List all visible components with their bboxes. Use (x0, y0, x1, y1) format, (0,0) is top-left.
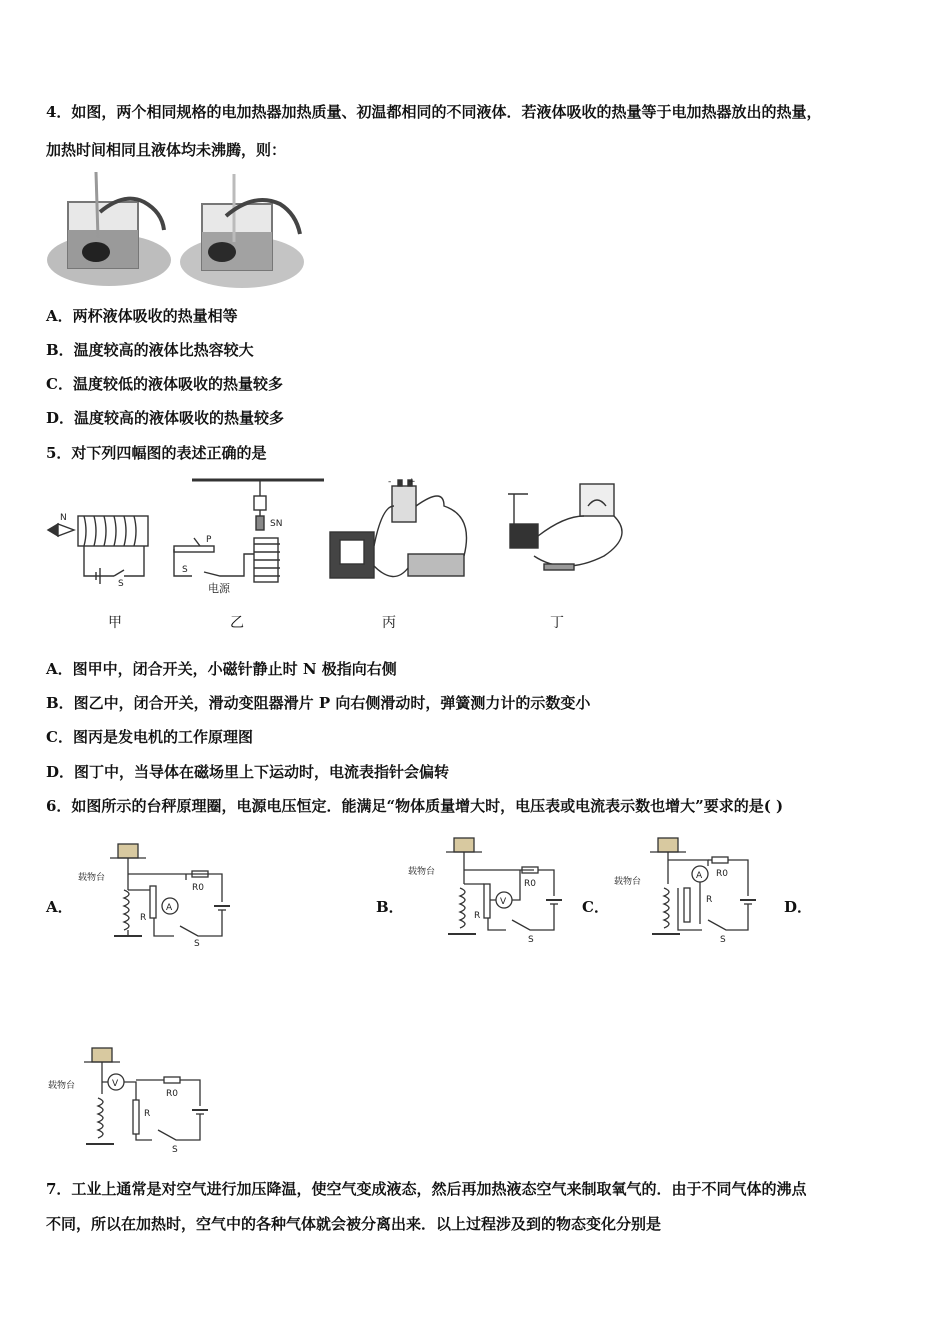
q4-option-b: B．温度较高的液体比热容较大 (46, 341, 254, 359)
q5-stem: 5．对下列四幅图的表述正确的是 (46, 444, 267, 462)
circuit-d-r0: R0 (166, 1089, 178, 1099)
q6-circuit-a (76, 840, 246, 950)
circuit-c-platform: 载物台 (614, 877, 642, 887)
circuit-c-s: S (720, 935, 726, 944)
q6-option-b-label: B． (376, 898, 404, 916)
figure-yi (174, 480, 324, 582)
circuit-b-r: R (474, 911, 481, 921)
circuit-c-meter: A (696, 871, 703, 881)
yi-power-label: 电源 (208, 582, 230, 595)
circuit-d-r: R (144, 1109, 151, 1119)
figure-jia (48, 516, 148, 584)
q5-caption-yi: 乙 (230, 615, 244, 631)
figure-bing (330, 480, 467, 578)
q5-option-c: C．图丙是发电机的工作原理图 (46, 728, 253, 746)
circuit-a-meter: A (166, 903, 173, 913)
circuit-b-s: S (528, 935, 534, 944)
circuit-b-r0: R0 (524, 879, 536, 889)
q4-stem-line1: 4．如图，两个相同规格的电加热器加热质量、初温都相同的不同液体．若液体吸收的热量等于电加热器放出的热量， (46, 103, 822, 121)
circuit-d-s: S (172, 1145, 178, 1154)
q6-option-d-label: D． (784, 898, 813, 916)
q5-option-a: A．图甲中，闭合开关，小磁针静止时 N 极指向右侧 (46, 660, 397, 678)
q7-stem-line2: 不同，所以在加热时，空气中的各种气体就会被分离出来．以上过程涉及到的物态变化分别是 (46, 1215, 662, 1233)
q5-option-d: D．图丁中，当导体在磁场里上下运动时，电流表指针会偏转 (46, 763, 450, 781)
circuit-c-r0: R0 (716, 869, 728, 879)
jia-n-label: N (60, 513, 67, 523)
circuit-c-r: R (706, 895, 713, 905)
q6-circuit-d (46, 1044, 226, 1154)
q5-caption-ding: 丁 (550, 615, 564, 631)
q6-option-c-label: C． (582, 898, 609, 916)
circuit-d-platform: 载物台 (48, 1081, 76, 1091)
circuit-d-meter: V (112, 1079, 119, 1089)
q4-option-c: C．温度较低的液体吸收的热量较多 (46, 375, 283, 393)
circuit-b-platform: 载物台 (408, 867, 436, 877)
q5-caption-bing: 丙 (382, 615, 396, 631)
q5-option-b: B．图乙中，闭合开关，滑动变阻器滑片 P 向右侧滑动时，弹簧测力计的示数变小 (46, 694, 591, 712)
q5-caption-jia: 甲 (108, 615, 122, 631)
figure-ding (508, 484, 622, 570)
circuit-a-s: S (194, 939, 200, 949)
q6-option-a-label: A． (46, 898, 73, 916)
q4-beakers-figure (44, 172, 314, 292)
yi-sn-label: SN (270, 519, 283, 529)
jia-s-label: S (118, 579, 124, 589)
q4-option-d: D．温度较高的液体吸收的热量较多 (46, 409, 285, 427)
q6-circuit-b (404, 834, 574, 944)
q6-circuit-c (612, 834, 782, 944)
circuit-b-meter: V (500, 897, 507, 907)
q7-stem-line1: 7．工业上通常是对空气进行加压降温，使空气变成液态，然后再加热液态空气来制取氧气的．由于不同气体的沸点 (46, 1180, 807, 1198)
yi-p-label: P (206, 535, 212, 545)
circuit-a-r: R (140, 913, 147, 923)
bing-plus-label: + (408, 477, 416, 487)
q6-stem: 6．如图所示的台秤原理圈，电源电压恒定．能满足“物体质量增大时，电压表或电流表示数也增大”要求的是( ) (46, 797, 784, 815)
q4-option-a: A．两杯液体吸收的热量相等 (46, 307, 238, 325)
circuit-a-platform: 载物台 (78, 873, 106, 883)
q5-figures (44, 476, 624, 596)
bing-minus-label: - (388, 477, 392, 487)
circuit-a-r0: R0 (192, 883, 204, 893)
yi-s-label: S (182, 565, 188, 575)
q4-stem-line2: 加热时间相同且液体均未沸腾，则： (46, 141, 287, 159)
